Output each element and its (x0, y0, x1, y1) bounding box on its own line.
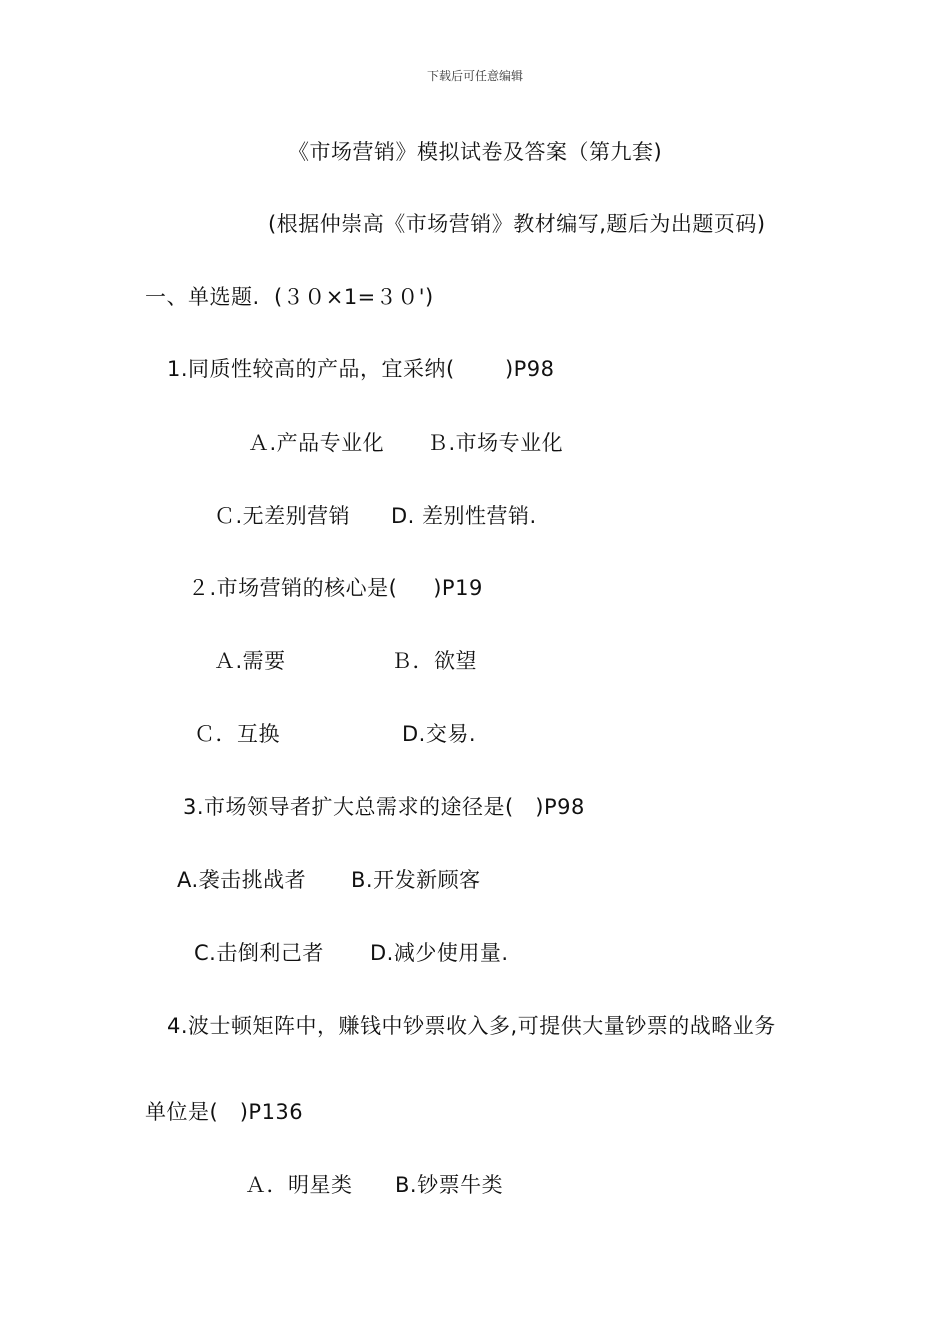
document-title: 《市场营销》模拟试卷及答案（第九套) (288, 140, 663, 164)
question-4-option-a: Ａ．明星类 (245, 1173, 353, 1197)
question-1-option-d: D. 差别性营销. (391, 504, 537, 528)
section-heading: 一、单选题. (３０×1=３０') (145, 285, 434, 309)
question-4-option-b: B.钞票牛类 (395, 1173, 504, 1197)
question-3-stem: 3.市场领导者扩大总需求的途径是( )P98 (183, 795, 585, 819)
question-1-stem: 1.同质性较高的产品，宜采纳( )P98 (167, 357, 555, 381)
question-3-option-a: A.袭击挑战者 (177, 868, 307, 892)
question-1-option-b: Ｂ.市场专业化 (427, 431, 564, 455)
question-2-stem: ２.市场营销的核心是( )P19 (188, 576, 483, 600)
question-3-option-d: D.减少使用量. (370, 941, 509, 965)
document-subtitle: (根据仲崇高《市场营销》教材编写,题后为出题页码) (268, 212, 766, 236)
question-1-option-c: Ｃ.无差别营销 (214, 504, 351, 528)
question-4-stem-continued: 单位是( )P136 (145, 1100, 304, 1124)
header-note: 下载后可任意编辑 (426, 69, 523, 83)
question-1-option-a: Ａ.产品专业化 (248, 431, 385, 455)
question-2-option-c: Ｃ．互换 (194, 722, 280, 746)
question-4-stem: 4.波士顿矩阵中，赚钱中钞票收入多,可提供大量钞票的战略业务 (167, 1014, 776, 1038)
question-2-option-d: D.交易. (402, 722, 477, 746)
question-3-option-c: C.击倒利己者 (194, 941, 324, 965)
question-2-option-a: Ａ.需要 (214, 649, 286, 673)
question-2-option-b: Ｂ．欲望 (391, 649, 477, 673)
question-3-option-b: B.开发新顾客 (351, 868, 481, 892)
